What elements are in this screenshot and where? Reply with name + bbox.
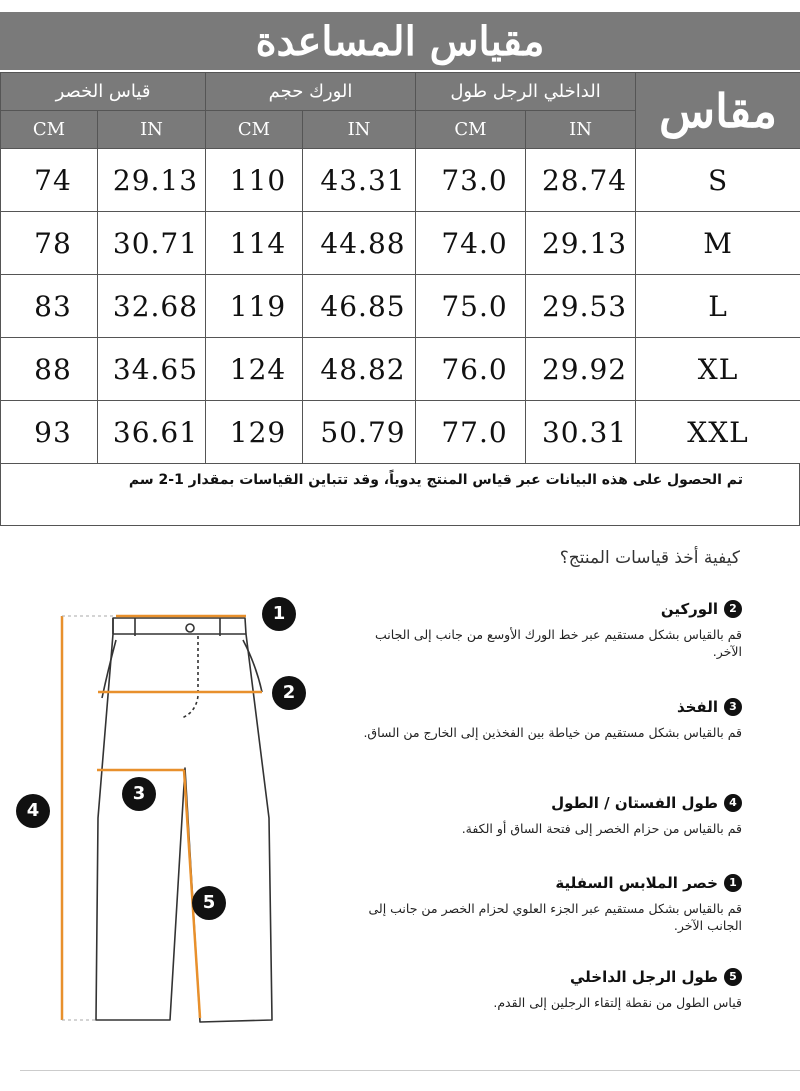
marker-inseam: 5: [192, 886, 226, 920]
table-row: [1, 275, 800, 338]
unit-header: CM: [1, 111, 98, 149]
waist-in-cell: 36.61: [98, 401, 206, 464]
measurement-note: تم الحصول على هذه البيانات عبر قياس المنتج يدوياً، وقد تتباين القياسات بمقدار 1-2 سم: [0, 464, 800, 526]
step-number-badge: 2: [724, 600, 742, 618]
pants-diagram: [10, 590, 310, 1040]
step-heading: طول الرجل الداخلي: [570, 968, 718, 986]
unit-header: CM: [206, 111, 303, 149]
hip-in-cell: 44.88: [303, 212, 416, 275]
unit-header: CM: [416, 111, 526, 149]
inseam-cm-cell: 73.0: [416, 149, 526, 212]
step-number-badge: 5: [724, 968, 742, 986]
step-description: قياس الطول من نقطة إلتقاء الرجلين إلى القدم.: [493, 995, 742, 1010]
hip-header: الورك حجم: [206, 73, 416, 111]
waist-cm-cell: 78: [1, 212, 98, 275]
step-number-badge: 1: [724, 874, 742, 892]
marker-waist: 1: [262, 597, 296, 631]
step-inseam: [342, 968, 742, 1011]
inseam-in-cell: 28.74: [526, 149, 636, 212]
size-cell: XL: [636, 338, 800, 401]
size-header: مقاس: [636, 73, 800, 149]
table-row: [1, 401, 800, 464]
hip-cm-cell: 124: [206, 338, 303, 401]
inseam-cm-cell: 74.0: [416, 212, 526, 275]
step-length: [342, 794, 742, 874]
inseam-in-cell: 29.53: [526, 275, 636, 338]
waist-cm-cell: 83: [1, 275, 98, 338]
marker-hips: 2: [272, 676, 306, 710]
waist-cm-cell: 74: [1, 149, 98, 212]
waist-in-cell: 29.13: [98, 149, 206, 212]
table-row: [1, 212, 800, 275]
inseam-cm-cell: 77.0: [416, 401, 526, 464]
waist-cm-cell: 88: [1, 338, 98, 401]
hip-cm-cell: 119: [206, 275, 303, 338]
hip-cm-cell: 129: [206, 401, 303, 464]
hip-in-cell: 48.82: [303, 338, 416, 401]
table-row: [1, 149, 800, 212]
step-description: قم بالقياس بشكل مستقيم عبر خط الورك الأوسع من جانب إلى الجانب الآخر.: [375, 627, 742, 659]
step-hips: [342, 600, 742, 698]
step-thigh: [342, 698, 742, 794]
waist-cm-cell: 93: [1, 401, 98, 464]
table-row: [1, 338, 800, 401]
step-description: قم بالقياس من حزام الخصر إلى فتحة الساق أو الكفة.: [461, 821, 742, 836]
inseam-in-cell: 29.13: [526, 212, 636, 275]
hip-in-cell: 50.79: [303, 401, 416, 464]
inseam-cm-cell: 75.0: [416, 275, 526, 338]
how-to-measure-title: كيفية أخذ قياسات المنتج؟: [559, 548, 740, 568]
size-cell: XXL: [636, 401, 800, 464]
divider: [20, 1070, 800, 1071]
inseam-in-cell: 29.92: [526, 338, 636, 401]
measurement-steps: [342, 600, 742, 1011]
marker-length: 4: [16, 794, 50, 828]
size-table: [0, 72, 800, 464]
step-heading: الوركين: [660, 600, 718, 618]
step-heading: طول الفستان / الطول: [551, 794, 718, 812]
waist-in-cell: 30.71: [98, 212, 206, 275]
unit-header: IN: [303, 111, 416, 149]
step-waist: [342, 874, 742, 968]
hip-cm-cell: 110: [206, 149, 303, 212]
step-number-badge: 4: [724, 794, 742, 812]
chart-title: مقياس المساعدة: [0, 12, 800, 72]
inseam-cm-cell: 76.0: [416, 338, 526, 401]
marker-thigh: 3: [122, 777, 156, 811]
size-cell: M: [636, 212, 800, 275]
unit-header: IN: [526, 111, 636, 149]
size-chart: [0, 12, 800, 464]
waist-header: قياس الخصر: [1, 73, 206, 111]
hip-in-cell: 46.85: [303, 275, 416, 338]
waist-in-cell: 34.65: [98, 338, 206, 401]
step-heading: خصر الملابس السفلية: [555, 874, 718, 892]
step-description: قم بالقياس بشكل مستقيم من خياطة بين الفخذين إلى الخارج من الساق.: [363, 725, 742, 740]
waist-in-cell: 32.68: [98, 275, 206, 338]
hip-in-cell: 43.31: [303, 149, 416, 212]
pants-illustration: [10, 590, 310, 1040]
inseam-in-cell: 30.31: [526, 401, 636, 464]
unit-header: IN: [98, 111, 206, 149]
step-number-badge: 3: [724, 698, 742, 716]
size-cell: S: [636, 149, 800, 212]
step-description: قم بالقياس بشكل مستقيم عبر الجزء العلوي لحزام الخصر من جانب إلى الجانب الآخر.: [368, 901, 742, 933]
inseam-header: الداخلي الرجل طول: [416, 73, 636, 111]
hip-cm-cell: 114: [206, 212, 303, 275]
step-heading: الفخذ: [676, 698, 718, 716]
size-cell: L: [636, 275, 800, 338]
